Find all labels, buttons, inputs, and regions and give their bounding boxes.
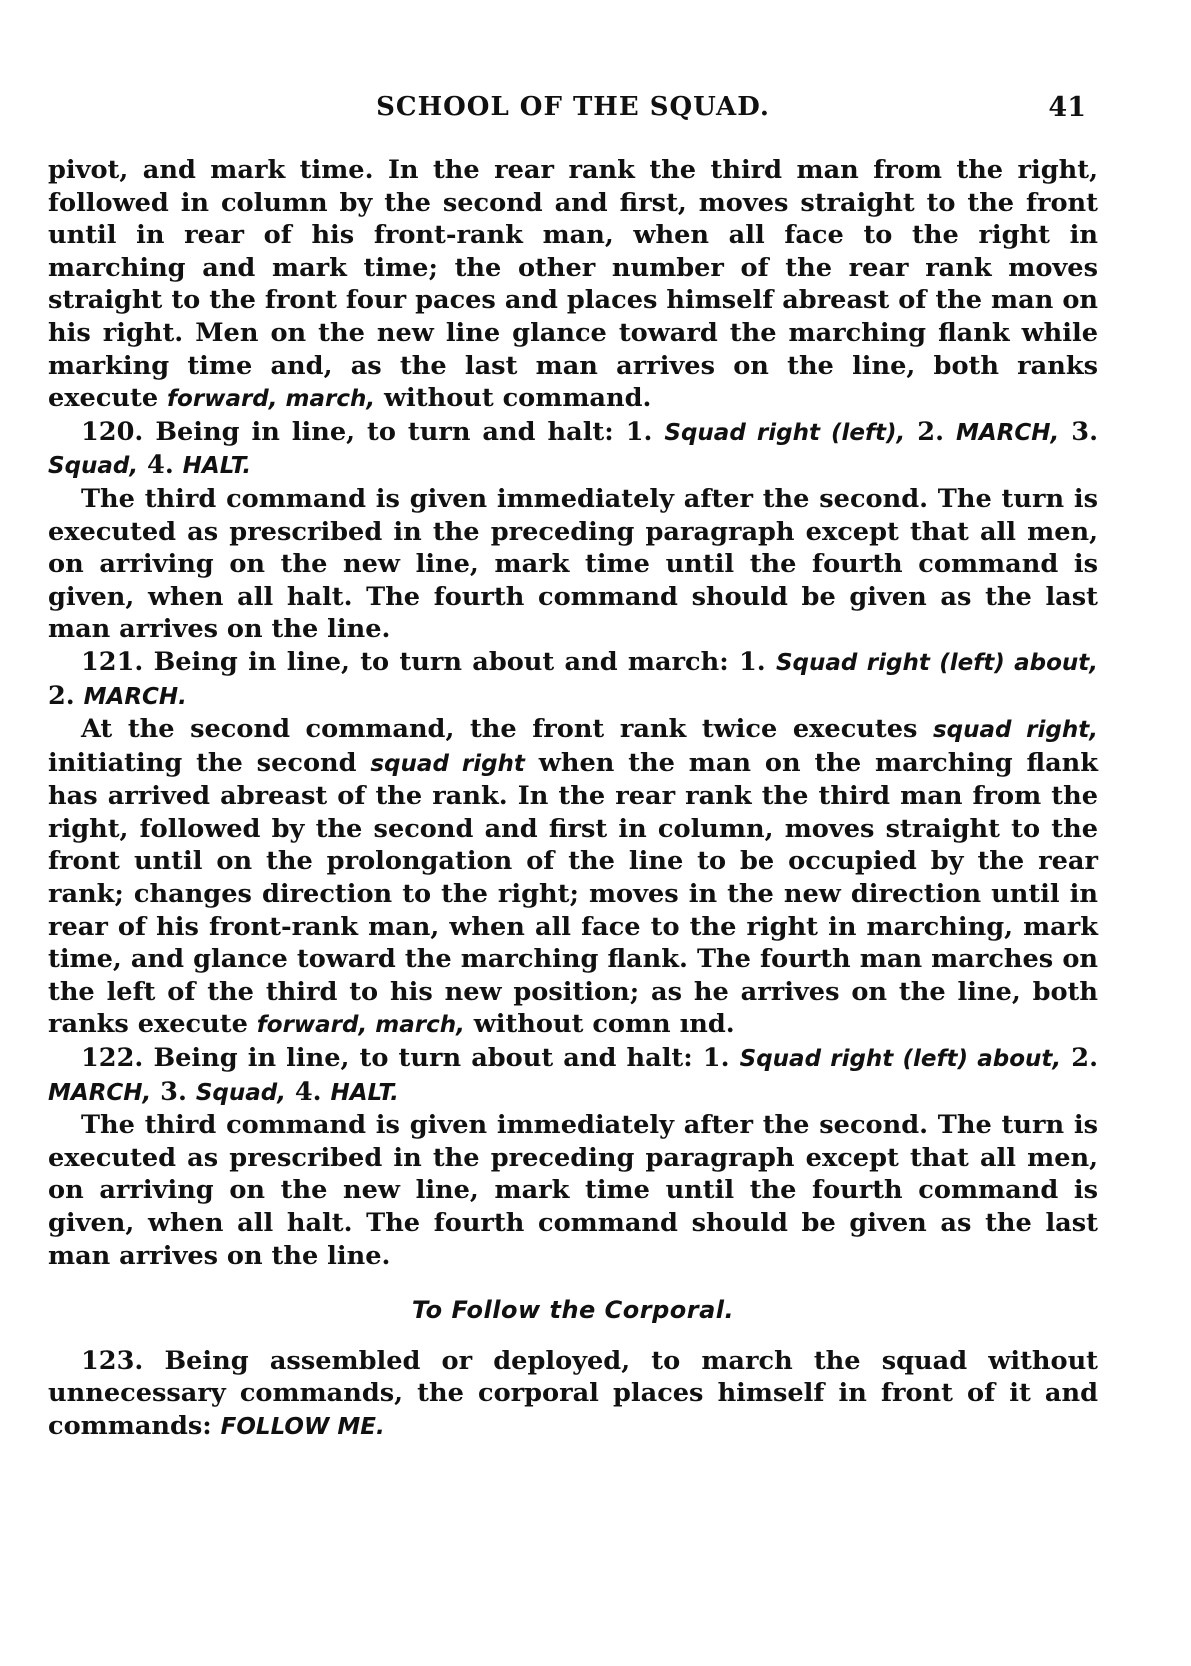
paragraph-120-explanation [48,483,1098,646]
paragraph-text: without command. [375,383,652,414]
paragraph-number: 123. [81,1345,144,1376]
paragraph-text: Being in line, to turn about and halt: 1. [143,1043,740,1074]
command-squad-right-about: Squad right (left) about, [739,1046,1062,1073]
command-halt: HALT. [330,1079,399,1106]
command-squad-right-about: Squad right (left) about, [775,649,1098,676]
paragraph-text: Being in line, to turn about and march: 1. [143,646,776,677]
paragraph-122 [48,1042,1098,1109]
paragraph-text: Being assembled or deployed, to march the squad without unnecessary commands, the corporal places himself in front of it and commands: [48,1345,1098,1441]
paragraph-text: The third command is given immediately after the second. The turn is executed as prescribed in the preceding paragraph except that all men, on arriving on the new line, mark time until the fourth command is given, when all halt. The fourth command should be given as the last man arrives on the line. [48,483,1098,645]
page-number: 41 [1048,92,1086,123]
command-squad-right: squad right, [932,717,1098,744]
running-title: SCHOOL OF THE SQUAD. [376,92,770,122]
command-follow-me: FOLLOW ME. [220,1413,385,1440]
paragraph-122-explanation [48,1109,1098,1272]
paragraph-text: 2. [1061,1043,1098,1074]
paragraph-text: 2. [48,680,84,711]
command-march: MARCH, [48,1079,152,1106]
paragraph-121 [48,646,1098,713]
book-page [48,92,1098,1444]
command-forward-march: forward, march, [256,1012,465,1039]
paragraph-text: 3. [1059,416,1098,447]
command-squad: Squad, [48,453,139,480]
paragraph-text: when the man on the marching flank has arrived abreast of the rank. In the rear rank the third man from the right, followed by the second and first in column, moves straight to the front until on the prolongation of the line to be occupied by the rear rank; changes direction to the right; moves in the new direction until in rear of his front-rank man, when all face to the right in marching, mark time, and glance toward the marching flank. The fourth man marches on the left of the third to his new position; as he arrives on the line, both ranks execute [48,747,1098,1040]
paragraph-text: The third command is given immediately after the second. The turn is executed as prescribed in the preceding paragraph except that all men, on arriving on the new line, mark time until the fourth command is given, when all halt. The fourth command should be given as the last man arrives on the line. [48,1110,1098,1271]
command-march: MARCH. [83,683,187,710]
body-text [48,154,1098,1444]
paragraph-text: 4. [138,450,183,481]
command-halt: HALT. [182,453,252,480]
paragraph-number: 122. [81,1043,144,1074]
paragraph-text: without comn ınd. [464,1009,735,1040]
command-squad-right: Squad right (left), [664,419,906,446]
section-heading: To Follow the Corporal. [411,1296,735,1325]
command-forward-march: forward, march, [167,386,376,413]
command-squad: Squad, [195,1079,286,1106]
running-head [48,92,1098,136]
paragraph-text: 4. [285,1076,331,1107]
paragraph-120 [48,416,1098,483]
command-march: MARCH, [956,419,1060,446]
paragraph-121-explanation [48,713,1098,1042]
paragraph-text: initiating the second [48,747,371,778]
paragraph-number: 120. [81,416,144,447]
paragraph-text: pivot, and mark time. In the rear rank the third man from the right, followed in column by the second and first, moves straight to the front until in rear of his front-rank man, when all face to the right in marching and mark time; the other number of the rear rank moves straight to the front four paces and places himself abreast of the man on his right. Men on the new line glance toward the marching flank while marking time and, as the last man arrives on the line, both ranks execute [48,155,1098,414]
paragraph-text: At the second command, the front rank twice executes [81,714,933,745]
command-squad-right: squad right [370,750,525,777]
paragraph-text: 3. [151,1076,196,1107]
paragraph-number: 121. [81,646,144,677]
paragraph-text: 2. [905,416,956,447]
paragraph-123 [48,1345,1098,1444]
paragraph-continuation [48,154,1098,416]
paragraph-text: Being in line, to turn and halt: 1. [143,416,665,447]
